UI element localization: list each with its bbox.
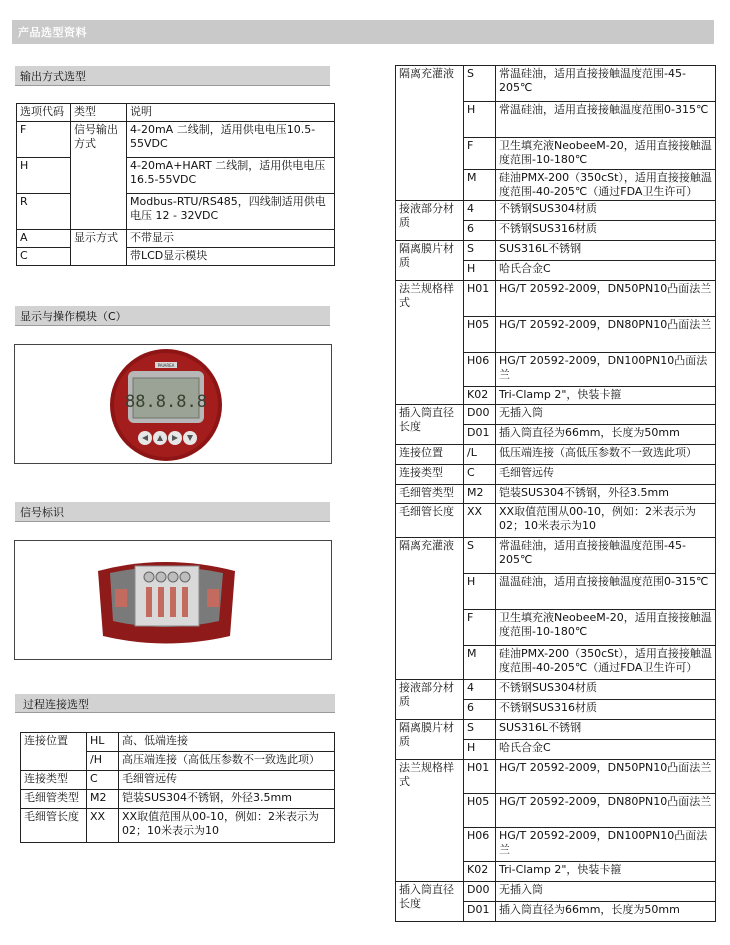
fill2-desc-s: 常温硅油，适用直接接触温度范围-45-205℃ [496,538,716,574]
insert1-code-d01: D01 [464,425,496,445]
page-title: 产品选型资料 [18,26,87,39]
fill1-code-h: H [464,102,496,138]
wet2-code-4: 4 [464,680,496,700]
fill1-desc-f: 卫生填充液NeobeeM-20，适用直接接触温度范围-10-180℃ [496,138,716,170]
process-conn-label: 连接位置 [21,733,87,771]
output-code-r: R [17,194,71,230]
insert1-label: 插入筒直径长度 [396,405,464,445]
insert2-code-d00: D00 [464,882,496,902]
fill1-label: 隔离充灌液 [396,66,464,201]
flange1-desc-h05: HG/T 20592-2009，DN80PN10凸面法兰 [496,317,716,353]
insert2-desc-d01: 插入筒直径为66mm，长度为50mm [496,902,716,922]
flange2-code-h06: H06 [464,828,496,862]
insert2-desc-d00: 无插入筒 [496,882,716,902]
flange2-desc-h06: HG/T 20592-2009，DN100PN10凸面法兰 [496,828,716,862]
output-type-signal: 信号输出方式 [71,122,127,230]
insert1-code-d00: D00 [464,405,496,425]
lcd-digits: 88.8.8.8 [125,392,207,412]
mem1-label: 隔离膜片材质 [396,241,464,281]
mem2-code-h: H [464,740,496,760]
single-desc-conn: 低压端连接（高低压参数不一致选此项） [496,445,716,465]
process-label-len: 毛细管长度 [21,809,87,843]
process-label-type: 连接类型 [21,771,87,790]
header-desc: 说明 [127,104,335,122]
wet1-label: 接液部分材质 [396,201,464,241]
single-code-conn: /L [464,445,496,465]
mem1-desc-h: 哈氏合金C [496,261,716,281]
mem2-label: 隔离膜片材质 [396,720,464,760]
process-code-cap: M2 [87,790,119,809]
signal-heading: 信号标识 [20,506,64,519]
flange1-code-h06: H06 [464,353,496,387]
single-label-conn: 连接位置 [396,445,464,465]
spec-table [395,65,716,922]
fill1-code-m: M [464,170,496,201]
output-code-c: C [17,248,71,266]
output-desc-f: 4-20mA 二线制，适用供电电压10.5-55VDC [127,122,335,158]
single-desc-type: 毛细管远传 [496,465,716,485]
flange2-code-h05: H05 [464,794,496,828]
mem1-code-s: S [464,241,496,261]
process-conn-code-h: /H [87,752,119,771]
process-conn-desc-h: 高压端连接（高低压参数不一致选此项） [119,752,335,771]
page-title-bar [12,20,714,44]
wet1-code-6: 6 [464,221,496,241]
display-module-frame [14,344,332,464]
fill2-label: 隔离充灌液 [396,538,464,680]
process-section-header [15,694,335,713]
flange2-desc-h05: HG/T 20592-2009，DN80PN10凸面法兰 [496,794,716,828]
output-desc-c: 带LCD显示模块 [127,248,335,266]
single-code-type: C [464,465,496,485]
display-heading: 显示与操作模块（C） [20,310,127,323]
process-code-type: C [87,771,119,790]
fill1-desc-m: 硅油PMX-200（350cSt），适用直接接触温度范围-40-205℃（通过FDA卫生许可） [496,170,716,201]
single-code-len: XX [464,504,496,538]
fill1-code-s: S [464,66,496,102]
process-conn-code-hl: HL [87,733,119,752]
fill2-code-s: S [464,538,496,574]
wet2-desc-4: 不锈钢SUS304材质 [496,680,716,700]
single-label-cap: 毛细管类型 [396,485,464,504]
flange1-code-h05: H05 [464,317,496,353]
flange1-code-k02: K02 [464,387,496,405]
brand-text: PAIAREA [157,363,175,368]
display-module-image [15,345,331,463]
wet2-desc-6: 不锈钢SUS316材质 [496,700,716,720]
flange2-code-k02: K02 [464,862,496,882]
mem1-code-h: H [464,261,496,281]
wet2-code-6: 6 [464,700,496,720]
mem1-desc-s: SUS316L不锈钢 [496,241,716,261]
wet1-desc-4: 不锈钢SUS304材质 [496,201,716,221]
signal-frame [14,540,332,660]
flange1-desc-h01: HG/T 20592-2009，DN50PN10凸面法兰 [496,281,716,317]
fill2-code-m: M [464,646,496,680]
terminal-block-image [15,541,331,659]
fill1-desc-h: 常温硅油，适用直接接触温度范围0-315℃ [496,102,716,138]
fill1-desc-s: 常温硅油，适用直接接触温度范围-45-205℃ [496,66,716,102]
process-label-cap: 毛细管类型 [21,790,87,809]
process-desc-len: XX取值范围从00-10，例如：2米表示为02；10米表示为10 [119,809,335,843]
output-code-f: F [17,122,71,158]
flange2-desc-h01: HG/T 20592-2009，DN50PN10凸面法兰 [496,760,716,794]
single-label-type: 连接类型 [396,465,464,485]
single-code-cap: M2 [464,485,496,504]
process-code-len: XX [87,809,119,843]
output-desc-a: 不带显示 [127,230,335,248]
fill2-code-h: H [464,574,496,610]
output-desc-h: 4-20mA+HART 二线制，适用供电电压16.5-55VDC [127,158,335,194]
process-heading: 过程连接选型 [23,698,89,711]
output-type-display: 显示方式 [71,230,127,266]
flange1-desc-h06: HG/T 20592-2009，DN100PN10凸面法兰 [496,353,716,387]
signal-section-header [15,502,330,522]
mem2-desc-s: SUS316L不锈钢 [496,720,716,740]
process-desc-cap: 铠装SUS304不锈钢，外径3.5mm [119,790,335,809]
output-code-h: H [17,158,71,194]
output-desc-r: Modbus-RTU/RS485，四线制适用供电电压 12 - 32VDC [127,194,335,230]
flange2-code-h01: H01 [464,760,496,794]
process-desc-type: 毛细管远传 [119,771,335,790]
process-conn-desc-hl: 高、低端连接 [119,733,335,752]
fill2-desc-m: 硅油PMX-200（350cSt），适用直接接触温度范围-40-205℃（通过FDA卫生许可） [496,646,716,680]
flange1-label: 法兰规格样式 [396,281,464,405]
mem2-code-s: S [464,720,496,740]
display-section-header [15,306,330,326]
wet1-code-4: 4 [464,201,496,221]
fill2-desc-f: 卫生填充液NeobeeM-20，适用直接接触温度范围-10-180℃ [496,610,716,646]
single-label-len: 毛细管长度 [396,504,464,538]
single-desc-len: XX取值范围从00-10，例如：2米表示为02；10米表示为10 [496,504,716,538]
fill1-code-f: F [464,138,496,170]
mem2-desc-h: 哈氏合金C [496,740,716,760]
output-table [16,103,335,266]
output-section-header [15,66,330,86]
wet1-desc-6: 不锈钢SUS316材质 [496,221,716,241]
fill2-desc-h: 温温硅油，适用直接接触温度范围0-315℃ [496,574,716,610]
insert2-code-d01: D01 [464,902,496,922]
insert1-desc-d01: 插入筒直径为66mm，长度为50mm [496,425,716,445]
header-code: 选项代码 [17,104,71,122]
insert2-label: 插入筒直径长度 [396,882,464,922]
output-heading: 输出方式选型 [20,70,86,83]
flange2-desc-k02: Tri-Clamp 2"，快装卡箍 [496,862,716,882]
flange1-code-h01: H01 [464,281,496,317]
fill2-code-f: F [464,610,496,646]
flange2-label: 法兰规格样式 [396,760,464,882]
flange1-desc-k02: Tri-Clamp 2"，快装卡箍 [496,387,716,405]
process-table [20,732,335,843]
wet2-label: 接液部分材质 [396,680,464,720]
single-desc-cap: 铠装SUS304不锈钢，外径3.5mm [496,485,716,504]
insert1-desc-d00: 无插入筒 [496,405,716,425]
output-code-a: A [17,230,71,248]
header-type: 类型 [71,104,127,122]
